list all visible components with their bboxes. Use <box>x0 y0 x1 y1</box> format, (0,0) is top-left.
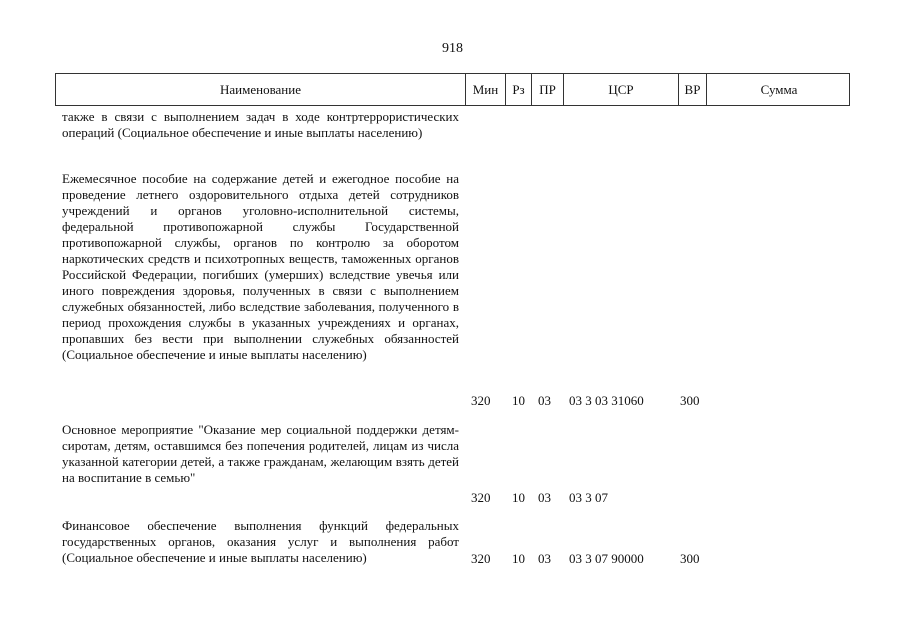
column-header-name: Наименование <box>220 82 301 97</box>
row-name: Финансовое обеспечение выполнения функций федеральных государственных органов, оказания услуг и выполнения работ (Социальное обеспечение и иные выплаты населению) <box>62 518 459 565</box>
row-csr: 03 3 07 <box>569 490 608 505</box>
column-header-rz: Рз <box>505 74 531 105</box>
column-header-sum: Сумма <box>706 74 851 105</box>
row-name: также в связи с выполнением задач в ходе контртеррористических операций (Социальное обеспечение и иные выплаты населению) <box>62 109 459 140</box>
row-pr: 03 <box>538 393 551 408</box>
row-rz: 10 <box>512 551 525 566</box>
row-min: 320 <box>471 551 491 566</box>
row-min: 320 <box>471 393 491 408</box>
row-min: 320 <box>471 490 491 505</box>
column-header-pr: ПР <box>531 74 563 105</box>
page-number: 918 <box>442 41 463 56</box>
column-header-min: Мин <box>465 74 505 105</box>
row-pr: 03 <box>538 551 551 566</box>
column-header-csr: ЦСР <box>563 74 678 105</box>
row-csr: 03 3 07 90000 <box>569 551 644 566</box>
row-csr: 03 3 03 31060 <box>569 393 644 408</box>
row-name: Ежемесячное пособие на содержание детей и ежегодное пособие на проведение летнего оздоровительного отдыха детей сотрудников учреждений и органов уголовно-исполнительной системы, федеральной противопожарной службы Государственной противопожарной службы, органов по контролю за оборотом наркотических средств и психотропных веществ, таможенных органов Российской Федерации, погибших (умерших) вследствие увечья или иного повреждения здоровья, полученных в связи с выполнением служебных обязанностей, либо вследствие заболевания, полученного в период прохождения службы в указанных учреждениях и органах, пропавших без вести при выполнении служебных обязанностей (Социальное обеспечение и иные выплаты населению) <box>62 171 459 362</box>
row-rz: 10 <box>512 393 525 408</box>
row-vr: 300 <box>680 551 700 566</box>
column-header-vr: ВР <box>678 74 706 105</box>
row-rz: 10 <box>512 490 525 505</box>
table-header <box>55 73 850 106</box>
row-vr: 300 <box>680 393 700 408</box>
row-pr: 03 <box>538 490 551 505</box>
row-name: Основное мероприятие "Оказание мер социальной поддержки детям-сиротам, детям, оставшимся без попечения родителей, лицам из числа указанной категории детей, а также гражданам, желающим взять детей на воспитание в семью" <box>62 422 459 485</box>
